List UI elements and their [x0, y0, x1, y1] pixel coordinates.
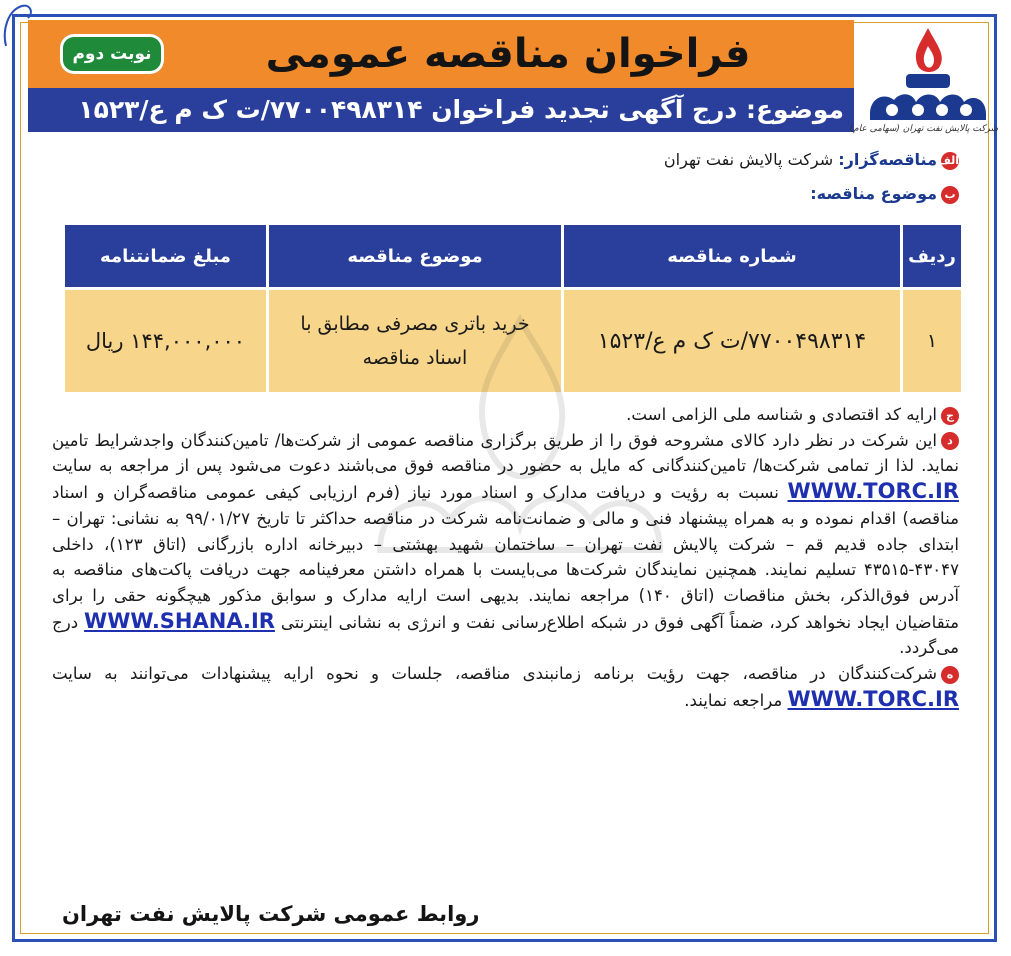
subject-banner: [28, 88, 854, 132]
paragraph-c: [52, 402, 959, 428]
col-header-tender-subject: موضوع مناقصه: [268, 224, 563, 289]
bullet-icon: د: [941, 432, 959, 450]
cell-tender-subject: خرید باتری مصرفی مطابق با اسناد مناقصه: [268, 289, 563, 394]
torc-website-link[interactable]: WWW.TORC.IR: [787, 479, 959, 504]
shana-website-link[interactable]: WWW.SHANA.IR: [84, 608, 275, 633]
bullet-icon: الف: [941, 152, 959, 170]
paragraph-d: [52, 428, 959, 661]
paragraph-e-text-1: شرکت‌کنندگان در مناقصه، جهت رؤیت برنامه زمانبندی مناقصه، جلسات و نحوه ارایه پیشنهادات می‌توانند به سایت: [52, 664, 937, 684]
paragraph-e-text-2: مراجعه نمایند.: [684, 690, 783, 710]
tender-subject-label: موضوع مناقصه:: [810, 184, 937, 203]
col-header-guarantee-amount: مبلغ ضمانتنامه: [64, 224, 268, 289]
paragraph-d-text-2: نسبت به رؤیت و دریافت مدارک و اسناد مورد نیاز (فرم ارزیابی کیفی عمومی مناقصه‌گران و اسناد مناقصه) اقدام نموده و به همراه پیشنهاد فنی و مالی و ضمانت‌نامه شرکت در مناقصه حداکثر تا تاریخ ۹۹/۰۱/۲۷ به نشانی: تهران – ابتدای جاده قدیم قم – شرکت پالایش نفت تهران – ساختمان شهید بهشتی – دبیرخانه اداره بازرگانی (اتاق ۱۲۳)، داخلی ۴۳۰۴۷-۴۳۵۱۵ تسلیم نمایند. همچنین نمایندگان شرکت‌ها می‌بایست با همراه داشتن معرفینامه جهت دریافت پاکت‌های مناقصه به آدرس فوق‌الذکر، بخش مناقصات (اتاق ۱۴۰) مراجعه نمایند. بدیهی است ارایه مدارک و سوابق مذکور هیچگونه حقی را برای متقاضیان ایجاد نخواهد کرد، ضمناً آگهی فوق در شبکه اطلاع‌رسانی نفت و انرژی به نشانی اینترنتی: [52, 483, 960, 632]
cell-guarantee-amount: ۱۴۴,۰۰۰,۰۰۰ ریال: [64, 289, 268, 394]
table-header-row: [64, 224, 963, 289]
cell-row-number: ۱: [902, 289, 963, 394]
announcement-body: [52, 402, 959, 713]
tender-holder-line: [664, 150, 959, 170]
paragraph-d-text-1: این شرکت در نظر دارد کالای مشروحه فوق را از طریق برگزاری مناقصه عمومی از شرکت‌ها/ تامین‌کنندگان واجدشرایط تامین نماید. لذا از تمامی شرکت‌ها/ تامین‌کنندگانی که مایل به حضور در مناقصه فوق می‌باشند دعوت می‌شود پس از مراجعه به سایت: [52, 430, 959, 476]
public-relations-signature: روابط عمومی شرکت پالایش نفت تهران: [62, 902, 480, 926]
paragraph-e: [52, 661, 959, 713]
logo-caption: شرکت پالایش نفت تهران (سهامی عام): [849, 124, 998, 134]
page-title: فراخوان مناقصه عمومی: [265, 31, 751, 77]
paragraph-c-text: ارایه کد اقتصادی و شناسه ملی الزامی است.: [626, 405, 937, 424]
paragraph-d-text-3: درج می‌گردد.: [52, 612, 959, 658]
second-round-badge: نوبت دوم: [60, 34, 164, 74]
subject-text: موضوع: درج آگهی تجدید فراخوان ۷۷۰۰۴۹۸۳۱۴/ت ک م ع/۱۵۲۳: [78, 95, 844, 124]
cell-tender-number: ۷۷۰۰۴۹۸۳۱۴/ت ک م ع/۱۵۲۳: [563, 289, 902, 394]
tender-subject-line: [810, 184, 959, 204]
col-header-row-number: ردیف: [902, 224, 963, 289]
tender-holder-label: مناقصه‌گزار:: [838, 150, 937, 169]
bullet-icon: ج: [941, 407, 959, 425]
torc-website-link[interactable]: WWW.TORC.IR: [787, 686, 959, 711]
bullet-icon: ب: [941, 186, 959, 204]
col-header-tender-number: شماره مناقصه: [563, 224, 902, 289]
bullet-icon: ه: [941, 666, 959, 684]
tender-holder-value: شرکت پالایش نفت تهران: [663, 150, 834, 169]
